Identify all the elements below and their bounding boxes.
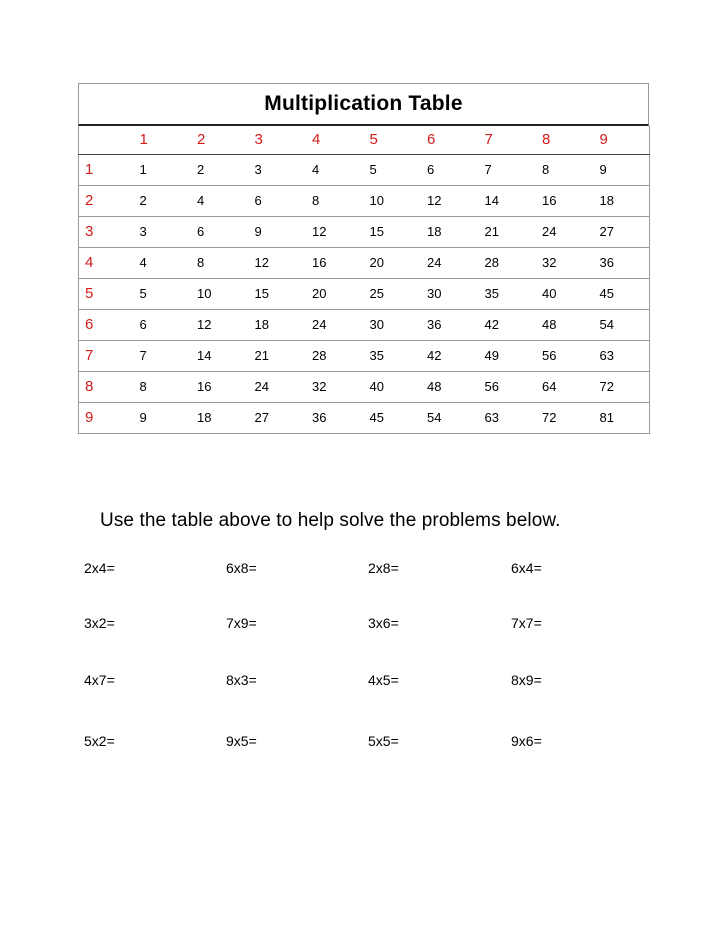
table-cell: 21: [477, 216, 535, 247]
table-cell: 48: [534, 309, 592, 340]
row-header: 9: [79, 402, 132, 433]
table-row: [79, 309, 650, 340]
table-cell: 36: [419, 309, 477, 340]
table-cell: 45: [362, 402, 420, 433]
table-row: [79, 278, 650, 309]
table-cell: 14: [189, 340, 247, 371]
row-header: 6: [79, 309, 132, 340]
table-cell: 10: [189, 278, 247, 309]
row-header: 4: [79, 247, 132, 278]
table-cell: 15: [247, 278, 305, 309]
table-cell: 42: [477, 309, 535, 340]
table-cell: 4: [132, 247, 190, 278]
table-cell: 54: [419, 402, 477, 433]
table-cell: 35: [362, 340, 420, 371]
column-header: 5: [362, 126, 420, 154]
table-cell: 6: [132, 309, 190, 340]
math-problem: 5x2=: [84, 733, 115, 749]
table-cell: 5: [132, 278, 190, 309]
math-problem: 6x8=: [226, 560, 257, 576]
table-cell: 28: [477, 247, 535, 278]
column-header: 1: [132, 126, 190, 154]
row-header: 3: [79, 216, 132, 247]
math-problem: 2x4=: [84, 560, 115, 576]
table-cell: 8: [534, 154, 592, 185]
table-cell: 20: [304, 278, 362, 309]
table-cell: 12: [304, 216, 362, 247]
table-cell: 6: [419, 154, 477, 185]
math-problem: 3x2=: [84, 615, 115, 631]
table-cell: 8: [189, 247, 247, 278]
row-header: 7: [79, 340, 132, 371]
table-cell: 24: [419, 247, 477, 278]
table-cell: 2: [189, 154, 247, 185]
math-problem: 7x7=: [511, 615, 542, 631]
math-problem: 3x6=: [368, 615, 399, 631]
table-cell: 24: [304, 309, 362, 340]
table-cell: 25: [362, 278, 420, 309]
math-problem: 4x7=: [84, 672, 115, 688]
math-problem: 8x9=: [511, 672, 542, 688]
math-problem: 5x5=: [368, 733, 399, 749]
table-cell: 63: [592, 340, 650, 371]
math-problem: 9x6=: [511, 733, 542, 749]
table-row: [79, 185, 650, 216]
table-cell: 18: [189, 402, 247, 433]
table-cell: 36: [304, 402, 362, 433]
column-header: 3: [247, 126, 305, 154]
table-cell: 27: [247, 402, 305, 433]
table-cell: 16: [304, 247, 362, 278]
table-cell: 18: [592, 185, 650, 216]
table-cell: 9: [132, 402, 190, 433]
table-cell: 3: [132, 216, 190, 247]
table-cell: 15: [362, 216, 420, 247]
table-cell: 9: [592, 154, 650, 185]
table-grid: [78, 126, 650, 434]
table-cell: 24: [247, 371, 305, 402]
table-cell: 3: [247, 154, 305, 185]
table-row: [79, 216, 650, 247]
table-cell: 12: [419, 185, 477, 216]
table-cell: 40: [534, 278, 592, 309]
table-cell: 28: [304, 340, 362, 371]
table-cell: 6: [247, 185, 305, 216]
table-cell: 72: [534, 402, 592, 433]
table-cell: 21: [247, 340, 305, 371]
table-cell: 49: [477, 340, 535, 371]
row-header: 1: [79, 154, 132, 185]
math-problem: 8x3=: [226, 672, 257, 688]
table-row: [79, 154, 650, 185]
table-cell: 4: [189, 185, 247, 216]
table-row: [79, 402, 650, 433]
row-header: 2: [79, 185, 132, 216]
table-cell: 12: [247, 247, 305, 278]
row-header: 8: [79, 371, 132, 402]
column-header: 6: [419, 126, 477, 154]
table-cell: 35: [477, 278, 535, 309]
table-cell: 12: [189, 309, 247, 340]
table-cell: 40: [362, 371, 420, 402]
table-row: [79, 247, 650, 278]
column-header: 4: [304, 126, 362, 154]
table-cell: 30: [419, 278, 477, 309]
table-cell: 42: [419, 340, 477, 371]
table-cell: 14: [477, 185, 535, 216]
table-cell: 10: [362, 185, 420, 216]
table-cell: 45: [592, 278, 650, 309]
table-cell: 16: [534, 185, 592, 216]
table-cell: 56: [534, 340, 592, 371]
table-cell: 6: [189, 216, 247, 247]
table-cell: 54: [592, 309, 650, 340]
table-cell: 32: [304, 371, 362, 402]
table-cell: 18: [247, 309, 305, 340]
row-header: 5: [79, 278, 132, 309]
table-cell: 9: [247, 216, 305, 247]
table-cell: 20: [362, 247, 420, 278]
math-problem: 4x5=: [368, 672, 399, 688]
table-cell: 30: [362, 309, 420, 340]
table-cell: 24: [534, 216, 592, 247]
column-header: 2: [189, 126, 247, 154]
table-title: Multiplication Table: [78, 83, 649, 126]
column-header: 9: [592, 126, 650, 154]
table-cell: 56: [477, 371, 535, 402]
column-header: 7: [477, 126, 535, 154]
table-cell: 8: [304, 185, 362, 216]
math-problem: 2x8=: [368, 560, 399, 576]
table-cell: 16: [189, 371, 247, 402]
math-problem: 7x9=: [226, 615, 257, 631]
table-row: [79, 340, 650, 371]
table-header-row: [79, 126, 650, 154]
table-corner-cell: [79, 126, 132, 154]
column-header: 8: [534, 126, 592, 154]
math-problem: 9x5=: [226, 733, 257, 749]
table-cell: 7: [132, 340, 190, 371]
table-cell: 2: [132, 185, 190, 216]
math-problem: 6x4=: [511, 560, 542, 576]
table-cell: 64: [534, 371, 592, 402]
multiplication-table: [78, 83, 649, 434]
table-cell: 36: [592, 247, 650, 278]
table-cell: 4: [304, 154, 362, 185]
table-cell: 7: [477, 154, 535, 185]
table-cell: 5: [362, 154, 420, 185]
table-cell: 81: [592, 402, 650, 433]
table-cell: 8: [132, 371, 190, 402]
table-cell: 27: [592, 216, 650, 247]
table-cell: 1: [132, 154, 190, 185]
table-row: [79, 371, 650, 402]
table-cell: 32: [534, 247, 592, 278]
table-cell: 72: [592, 371, 650, 402]
table-cell: 18: [419, 216, 477, 247]
table-cell: 48: [419, 371, 477, 402]
instructions-text: Use the table above to help solve the problems below.: [100, 510, 561, 531]
table-cell: 63: [477, 402, 535, 433]
